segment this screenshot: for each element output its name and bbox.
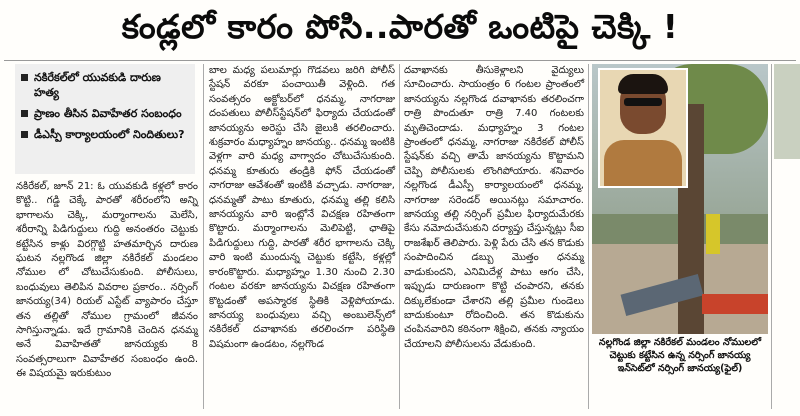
victim-inset-photo: [598, 68, 688, 188]
highlight-text: డీఎస్పీ కార్యాలయంలో నిందితులు?: [34, 128, 185, 141]
bullet-square-icon: [21, 110, 28, 117]
article-column-2: బాల మధ్య పలుమార్లు గొడవలు జరిగి పోలీస్ స్టేషన్ వరకూ పంచాయితీ వెళ్లింది. గత సంవత్సరం అక్టోబర్‌లో ధనమ్మ, నాగరాజు దంపతులు పోలీస్‌స్టేషన్‌లో ఫిర్యాదు చేయడంతో జానయ్యను అరెస్టు చేసి జైలుకి తరలించారు. శుక్రవారం మధ్యాహ్నం జానయ్య.. ధనమ్మ ఇంటికి వెళ్లగా వారి మధ్య వాగ్వాదం చోటుచేసుకుంది. ధనమ్మ కూతురు తండ్రికి ఫోన్ చేయడంతో నాగరాజు ఆవేశంతో ఇంటికి వచ్చాడు. నాగరాజు, ధనమ్మతో పాటు కూతురు, ధనమ్మ తల్లి కలిసి జానయ్యను వారి ఇంట్లోనే విచక్షణ రహితంగా కొట్టారు. మర్మాంగాలను మెలిపెట్టి, ఛాతిపై పిడిగుద్దులు గుద్ది, పారతో శరీర భాగాలను చెక్కి వారి ఇంటి ముందున్న చెట్టుకు కట్టేసి, కళ్లల్లో కారంకొట్టారు. మధ్యాహ్నం 1.30 నుంచి 2.30 గంటల వరకూ జానయ్యను విచక్షణ రహితంగా కొట్టడంతో అపస్మారక స్థితికి వెళ్లిపోయాడు. జానయ్య బంధువులు వచ్చి అంబులెన్స్‌లో నకిరేకల్ దవాఖానకు తరలించగా పరిస్థితి విషమంగా ఉండటం, నల్లగొండ: [209, 65, 395, 350]
headline: కండ్లలో కారం పోసి..పారతో ఒంటిపై చెక్కి !: [121, 6, 679, 46]
highlights-box: [15, 64, 195, 174]
photo-caption: నల్లగొండ జిల్లా నకిరేకల్ మండలం నోములలో చెట్టుకు కట్టేసిన ఉన్న నర్సింగ్ జానయ్య ఇన్‌సెట్‌లో నర్సింగ్ జానయ్య(ఫైల్): [598, 337, 762, 374]
highlight-text: నకిరేకల్‌లో యువకుడి దారుణ హత్య: [34, 71, 161, 99]
highlight-item: [21, 70, 189, 100]
article-column-1: నకిరేకల్, జూన్ 21: ఓ యువకుడి కళ్లలో కారం కొట్టి.. గడ్డి చెక్కే పారతో శరీరంలోని అన్ని భాగాలను చెక్కి, మర్మాంగాలను మెలేసి, శరీరాన్ని పిడిగుద్దులు గుద్ది అనంతరం చెట్టుకు కట్టేసిన కాళ్లు విరగ్గొట్టి హతమార్చిన దారుణ ఘటన నల్లగొండ జిల్లా నకిరేకల్ మండలం నోముల లో చోటుచేసుకుంది. పోలీసులు, బంధువులు తెలిపిన వివరాల ప్రకారం.. నర్సింగ్ జానయ్య(34) రియల్ ఎస్టేట్ వ్యాపారం చేస్తూ తన తల్లితో నోముల గ్రామంలో జీవనం సాగిస్తున్నాడు. ఇదే గ్రామానికి చెందిన ధనమ్మ అనే వివాహితతో జానయ్యకు 8 సంవత్సరాలుగా వివాహేతర సంబంధం ఉంది. ఈ విషయమై ఇరుకుటుం: [16, 181, 198, 380]
highlight-item: [21, 127, 189, 142]
column-divider: [771, 64, 772, 409]
column-divider: [399, 64, 400, 409]
headline-rule: [4, 60, 796, 61]
highlight-text: ప్రాణం తీసిన వివాహేతర సంబంధం: [34, 107, 182, 120]
highlight-item: [21, 106, 189, 121]
article-column-3: దవాఖానకు తీసుకెళ్లాలని వైద్యులు సూచించారు. సాయంత్రం 6 గంటల ప్రాంతంలో జానయ్యను నల్లగొండ దవాఖానకు తరలించగా రాత్రి పొందుతూ రాత్రి 7.40 గంటలకు మృతిచెందాడు. మధ్యాహ్నం 3 గంటల ప్రాంతంలో ధనమ్మ, నాగరాజు నకిరేకల్ పోలీస్ స్టేషన్‌కు వచ్చి తామే జానయ్యను కొట్టామని చెప్పి పోలీసులకు లొంగిపోయారు. శనివారం నల్లగొండ డీఎస్పీ కార్యాలయంలో ధనమ్మ, నాగరాజు సరెండర్ అయినట్లు సమాచారం. జానయ్య తల్లి నర్సింగ్ ప్రమీల ఫిర్యాదుమేరకు కేసు నమోదుచేసుకుని దర్యాప్తు చేస్తున్నట్లు సీఐ రాజశేఖర్ తెలిపారు. పెళ్లి పేరు చేసి తన కొడుకు సంపాదించిన డబ్బు మొత్తం ధనమ్మ వాడుకుందని, ఎనిమిదేళ్ల పాటు ఆగం చేసి, ఇప్పుడు దారుణంగా కొట్టి చంపారని, తనకు దిక్కులేకుండా చేశారని తల్లి ప్రమీల గుండెలు బాదుకుంటూ రోదించింది. తన కొడుకును చంపినవారిని కఠినంగా శిక్షించి, తనకు న్యాయం చేయాలని పోలీసులను వేడుకుంది.: [404, 65, 584, 350]
bullet-square-icon: [21, 131, 28, 138]
column-divider: [203, 64, 204, 409]
column-divider: [588, 64, 589, 409]
adjacent-article-photo: [774, 64, 800, 159]
bullet-square-icon: [21, 74, 28, 81]
